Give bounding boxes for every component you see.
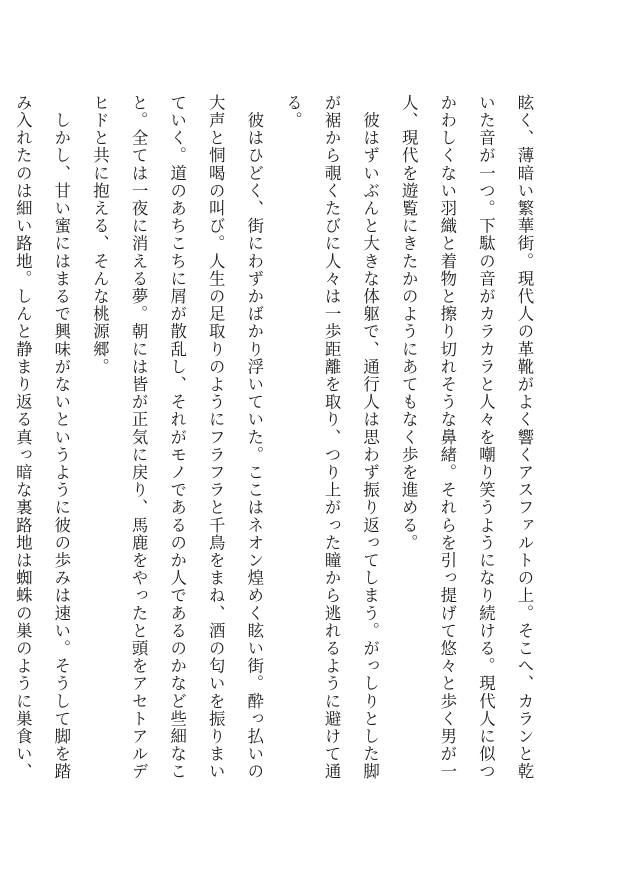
paragraph-2: 彼はずいぶんと大きな体躯で、通行人は思わず振り返ってしまう。がっしりとした脚が裾から覗くたびに人々は一歩距離を取り、つり上がった瞳から逃れるように避けて通る。 <box>283 94 380 781</box>
paragraph-3: 彼はひどく、街にわずかばかり浮いていた。ここはネオン煌めく眩い街。酔っ払いの大声と恫喝の叫び。人生の足取りのようにフラフラと千鳥をまね、酒の匂いを振りまいていく。道のあちこちに屑が散乱し、それがモノであるのか人であるのかなど些細なこと。全ては一夜に消える夢。朝には皆が正気に戻り、馬鹿をやったと頭をアセトアルデヒドと共に抱える、そんな桃源郷。 <box>90 94 264 781</box>
paragraph-4: しかし、甘い蜜にはまるで興味がないというように彼の歩みは速い。そうして脚を踏み入れたのは細い路地。しんと静まり返る真っ暗な裏路地は蜘蛛の巣のように巣食い、 <box>13 94 71 781</box>
paragraph-1: 眩く、薄暗い繁華街。現代人の革靴がよく響くアスファルトの上。そこへ、カランと乾いた音が一つ。下駄の音がカラカラと人々を嘲り笑うようになり続ける。現代人に似つかわしくない羽織と着物と擦り切れそうな鼻緒。それらを引っ提げて悠々と歩く男が一人、現代を遊覧にきたかのようにあてもなく歩を進める。 <box>399 94 534 781</box>
vertical-text-body <box>13 94 543 794</box>
